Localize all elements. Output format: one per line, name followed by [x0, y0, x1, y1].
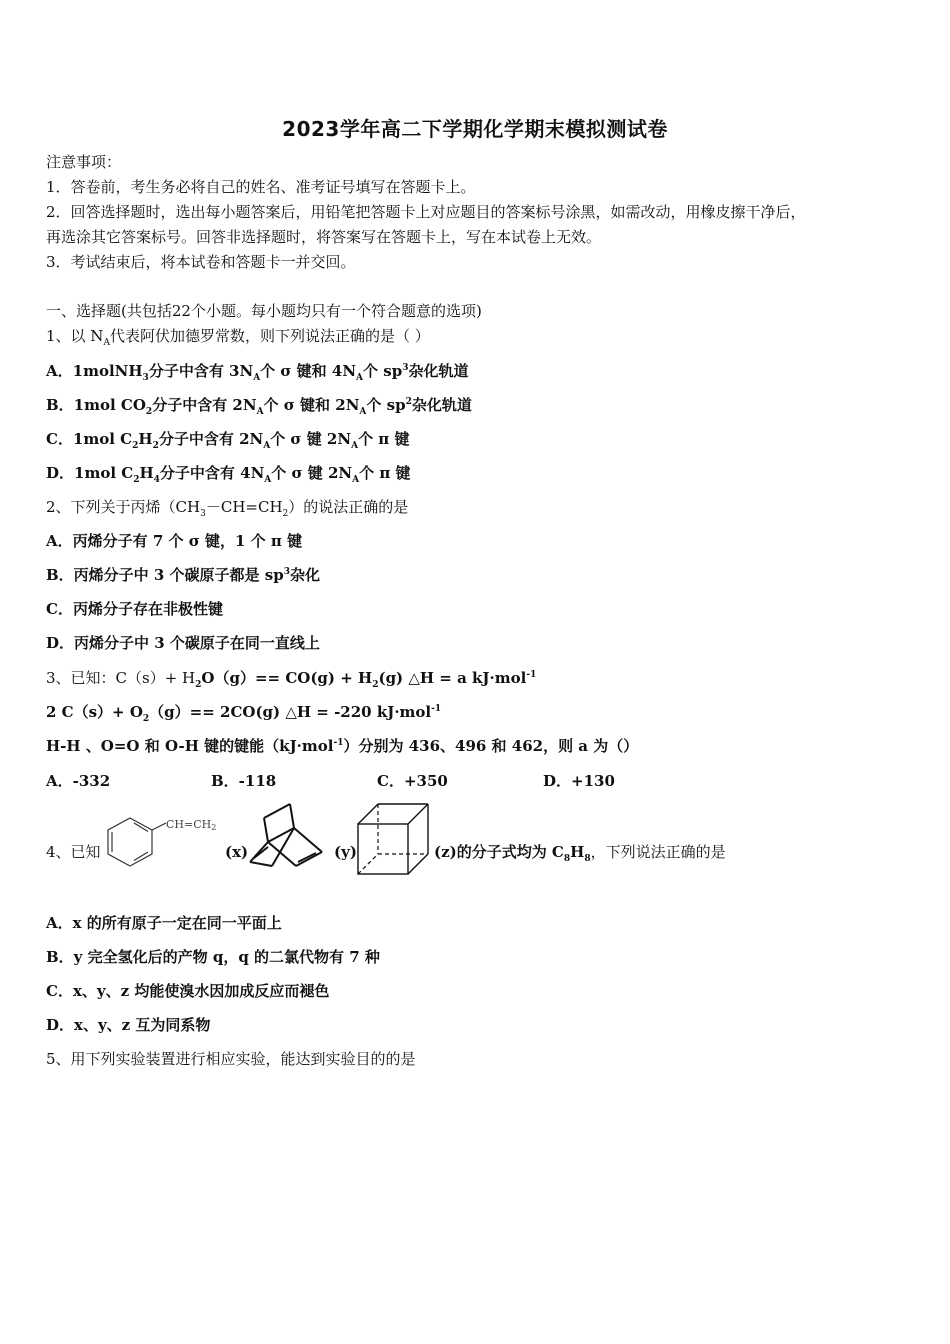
edge-bottom-right: [408, 854, 428, 874]
notice-item-2-line-1: 2．回答选择题时，选出每小题答案后，用铅笔把答题卡上对应题目的答案标号涂黑，如需改动，用橡皮擦干净后，: [46, 203, 806, 221]
question-1-option-d: D．1mol $C_2H_4$分子中含有 $4N_A$个 σ 键 $2N_A$个 π 键: [46, 464, 411, 485]
question-4-option-b: B．y 完全氢化后的产物 q，q 的二氯代物有 7 种: [46, 948, 380, 966]
vinyl-bond: [152, 823, 166, 830]
benzene-ring: [108, 818, 152, 866]
question-4-option-a: A．x 的所有原子一定在同一平面上: [46, 914, 282, 932]
question-3-option-c: C．+350: [377, 772, 448, 790]
question-2-option-a: A．丙烯分子有 7 个 σ 键，1 个 π 键: [46, 532, 303, 550]
question-3-line-2: 2 $C(s)+ O_2(g)== 2CO(g)$ △H = -220 kJ·mol$^{-1}$: [46, 703, 442, 724]
bond-h: [294, 828, 322, 852]
notice-item-1: 1．答卷前，考生务必将自己的姓名、准考证号填写在答题卡上。: [46, 178, 476, 196]
question-3-line-3: H-H 、O=O 和 O-H 键的键能（kJ·mol$^{-1}$）分别为 436、496 和 462，则 a 为（）: [46, 737, 639, 755]
page-title: 2023学年高二下学期化学期末模拟测试卷: [282, 117, 668, 141]
question-1-option-c: C．1mol $C_2H_2$分子中含有 $2N_A$个 σ 键 $2N_A$个 π 键: [46, 430, 410, 451]
question-3-option-b: B．-118: [211, 772, 277, 790]
question-2-stem: 2、下列关于丙烯$(CH_3-CH=CH_2)$的说法正确的是: [46, 498, 409, 519]
bond-e: [250, 842, 268, 862]
question-5-stem: 5、用下列实验装置进行相应实验，能达到实验目的的是: [46, 1050, 416, 1068]
bond-j: [268, 842, 296, 866]
question-2-option-d: D．丙烯分子中 3 个碳原子在同一直线上: [46, 634, 320, 652]
barrelene-structure: [244, 800, 328, 872]
question-2-option-c: C．丙烯分子存在非极性键: [46, 600, 223, 618]
label-x: (x): [225, 843, 249, 861]
label-y: (y): [334, 843, 357, 861]
notice-item-3: 3．考试结束后，将本试卷和答题卡一并交回。: [46, 253, 356, 271]
edge-top-left: [358, 804, 378, 824]
cubane-structure: [356, 802, 430, 876]
question-4-prefix: 4、已知: [46, 843, 101, 861]
question-1-option-a: A．1molNH$_3$分子中含有 $3N_A$个 σ 键和 $4N_A$个 $sp^3$杂化轨道: [46, 362, 469, 383]
edge-top-right: [408, 804, 428, 824]
question-1-stem: 1、以 $N_A$代表阿伏加德罗常数，则下列说法正确的是（ ）: [46, 327, 430, 348]
styrene-structure: [104, 812, 219, 874]
bond-i: [296, 852, 322, 866]
hidden-edge-diagonal: [358, 854, 378, 874]
bond-b: [290, 804, 294, 828]
notice-item-2-line-2: 再选涂其它答案标号。回答非选择题时，将答案写在答题卡上，写在本试卷上无效。: [46, 228, 602, 246]
question-3-option-a: A．-332: [46, 772, 111, 790]
question-4-stem-suffix: (z)的分子式均为 $C_8H_8$，下列说法正确的是: [434, 843, 726, 864]
bond-d: [264, 818, 268, 842]
notice-heading: 注意事项：: [46, 153, 122, 171]
bond-f: [250, 862, 272, 866]
question-1-option-b: B．1mol $CO_2$分子中含有 $2N_A$个 σ 键和 $2N_A$个 $sp^2$杂化轨道: [46, 396, 472, 417]
section-heading: 一、选择题(共包括22个小题。每小题均只有一个符合题意的选项): [46, 302, 482, 320]
ring-double-bond-2: [134, 852, 148, 861]
vinyl-label: CH=CH2: [166, 818, 217, 832]
question-3-line-1: 3、已知：$C(s)+ H_2O(g)== CO(g) + H_2(g)$ △H = a kJ·mol$^{-1}$: [46, 669, 537, 690]
question-3-option-d: D．+130: [543, 772, 615, 790]
bond-a: [264, 804, 290, 818]
question-4-option-d: D．x、y、z 互为同系物: [46, 1016, 211, 1034]
question-2-option-b: B．丙烯分子中 3 个碳原子都是 $sp^3$杂化: [46, 566, 320, 584]
question-4-option-c: C．x、y、z 均能使溴水因加成反应而褪色: [46, 982, 330, 1000]
